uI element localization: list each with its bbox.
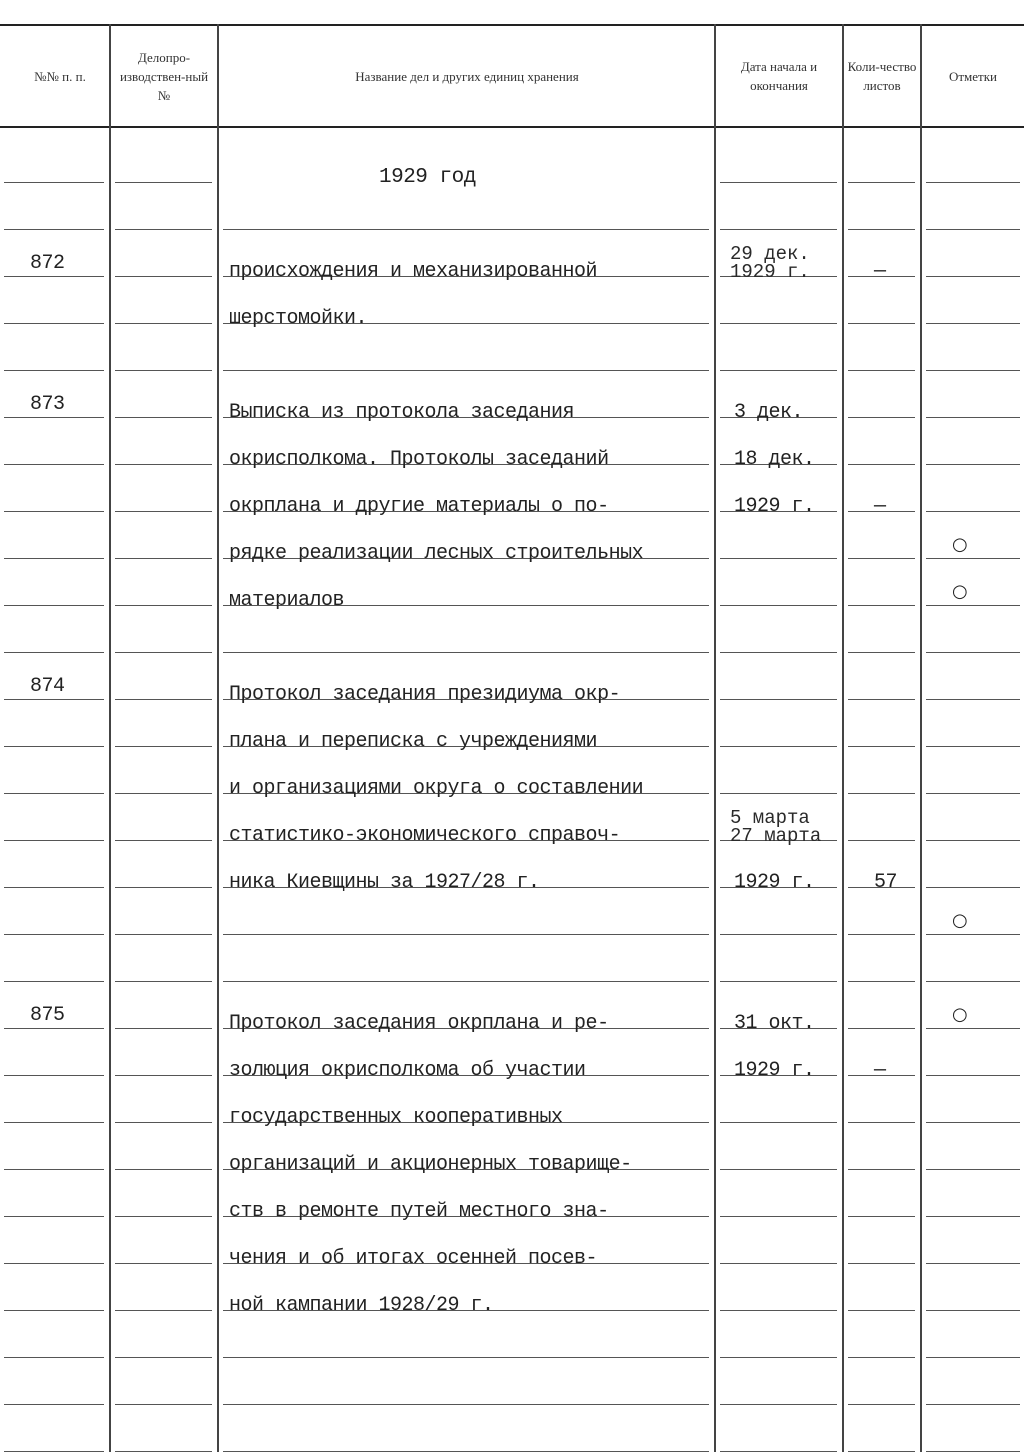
entry-title: рядке реализации лесных строительных — [229, 542, 644, 565]
entry-dates-cell — [716, 512, 841, 559]
entry-dates-cell — [716, 1029, 841, 1082]
entry-title-cell — [219, 653, 713, 706]
entry-title-cell — [219, 1311, 713, 1358]
entry-mark-cell — [922, 653, 1024, 700]
entry-dates-cell — [716, 1311, 841, 1358]
office-number-cell — [111, 935, 216, 982]
entry-number-cell — [0, 512, 108, 559]
entry-mark-cell — [922, 1264, 1024, 1311]
entry-sheets-cell — [844, 1170, 919, 1217]
entry-title-cell — [219, 841, 713, 894]
entry-dates-cell — [716, 794, 841, 847]
entry-dates: 31 окт. — [734, 1012, 815, 1035]
office-number-cell — [111, 606, 216, 653]
entry-number-cell — [0, 136, 108, 183]
entry-mark-cell — [922, 559, 1024, 606]
entry-sheets-cell — [844, 606, 919, 653]
entry-number-cell — [0, 1076, 108, 1123]
entry-dates-cell — [716, 183, 841, 230]
entry-title: организаций и акционерных товарище- — [229, 1153, 632, 1176]
date-line: 1929 г. — [730, 261, 810, 283]
entry-mark-cell — [922, 794, 1024, 841]
entry-dates-cell — [716, 700, 841, 747]
entry-title-cell — [219, 512, 713, 565]
entry-sheets-cell — [844, 183, 919, 230]
entry-title-cell — [219, 1123, 713, 1176]
entry-title: материалов — [229, 589, 345, 612]
entry-sheets-cell — [844, 1123, 919, 1170]
entry-title-cell — [219, 606, 713, 653]
entry-mark-cell — [922, 935, 1024, 982]
entry-title-cell — [219, 747, 713, 800]
entry-dates-cell — [716, 230, 841, 283]
entry-sheets-cell — [844, 1217, 919, 1264]
entry-number-cell — [0, 1264, 108, 1311]
entry-number-cell — [0, 230, 108, 277]
table-row — [0, 1076, 1024, 1129]
entry-dates-cell — [716, 653, 841, 700]
table-row — [0, 1029, 1024, 1082]
entry-number-cell — [0, 888, 108, 935]
entry-title-cell — [219, 559, 713, 612]
table-row — [0, 747, 1024, 800]
date-line: 5 марта — [730, 807, 810, 829]
entry-title-cell — [219, 183, 713, 230]
entry-number-cell — [0, 794, 108, 841]
table-row — [0, 606, 1024, 653]
entry-number-cell — [0, 1311, 108, 1358]
entry-title-cell — [219, 465, 713, 518]
entry-number-cell — [0, 324, 108, 371]
office-number-cell — [111, 324, 216, 371]
office-number-cell — [111, 1076, 216, 1123]
entry-dates-cell — [716, 559, 841, 606]
office-number-cell — [111, 559, 216, 606]
entry-dates-cell — [716, 1123, 841, 1170]
office-number-cell — [111, 1170, 216, 1217]
entry-sheets-cell — [844, 841, 919, 894]
table-row — [0, 888, 1024, 935]
office-number-cell — [111, 888, 216, 935]
entry-title-cell — [219, 1217, 713, 1270]
entry-sheets-cell — [844, 1358, 919, 1405]
entry-number-cell — [0, 277, 108, 324]
entry-dates-cell — [716, 277, 841, 324]
entry-title: ника Киевщины за 1927/28 г. — [229, 871, 540, 894]
entry-title-cell — [219, 371, 713, 424]
entry-sheets-cell — [844, 653, 919, 700]
entry-mark-cell — [922, 606, 1024, 653]
entry-dates-cell — [716, 606, 841, 653]
header-title: Название дел и других единиц хранения — [355, 68, 579, 84]
entry-number-cell — [0, 935, 108, 982]
entry-sheets-cell — [844, 982, 919, 1029]
entry-title-cell — [219, 230, 713, 283]
table-row — [0, 1358, 1024, 1405]
office-number-cell — [111, 747, 216, 794]
office-number-cell — [111, 136, 216, 183]
entry-title-cell — [219, 277, 713, 330]
entry-sheets-cell — [844, 1029, 919, 1082]
entry-number-cell — [0, 1358, 108, 1405]
entry-mark-cell — [922, 700, 1024, 747]
entry-dates-cell — [716, 841, 841, 894]
entry-dates-cell — [716, 935, 841, 982]
entry-title: окрплана и другие материалы о по- — [229, 495, 609, 518]
header-number: №№ п. п. — [34, 68, 86, 84]
entry-sheets-cell — [844, 935, 919, 982]
entry-number-cell — [0, 418, 108, 465]
office-number-cell — [111, 1217, 216, 1264]
office-number-cell — [111, 794, 216, 841]
circle-mark-icon: ○ — [952, 581, 968, 602]
office-number-cell — [111, 1264, 216, 1311]
table-row — [0, 1311, 1024, 1358]
entry-number: 873 — [30, 393, 65, 416]
entry-dates-cell — [716, 136, 841, 183]
table-row — [0, 841, 1024, 894]
entry-sheets: — — [874, 1059, 886, 1082]
office-number-cell — [111, 183, 216, 230]
office-number-cell — [111, 465, 216, 512]
circle-mark-icon: ○ — [952, 910, 968, 931]
entry-title: Выписка из протокола заседания — [229, 401, 575, 424]
entry-dates-cell — [716, 1264, 841, 1311]
table-row — [0, 1264, 1024, 1317]
entry-mark-cell — [922, 465, 1024, 512]
table-row — [0, 371, 1024, 424]
entry-number-cell — [0, 371, 108, 418]
entry-sheets-cell — [844, 277, 919, 324]
entry-mark-cell — [922, 324, 1024, 371]
entry-sheets-cell — [844, 418, 919, 465]
table-row — [0, 982, 1024, 1035]
entry-sheets-cell — [844, 888, 919, 935]
entry-number-cell — [0, 1217, 108, 1264]
year-heading: 1929 год — [379, 166, 476, 189]
date-line: 27 марта — [730, 825, 822, 847]
entry-sheets-cell — [844, 559, 919, 606]
entry-title: окрисполкома. Протоколы заседаний — [229, 448, 609, 471]
entry-sheets-cell — [844, 1076, 919, 1123]
entry-title-cell — [219, 1358, 713, 1405]
entry-sheets-cell — [844, 1264, 919, 1311]
entry-dates: 1929 г. — [734, 495, 815, 518]
entry-number-cell — [0, 465, 108, 512]
entry-title: Протокол заседания президиума окр- — [229, 683, 621, 706]
entry-mark-cell — [922, 747, 1024, 794]
office-number-cell — [111, 982, 216, 1029]
entry-title-cell — [219, 935, 713, 982]
entry-title-cell — [219, 418, 713, 471]
entry-mark-cell — [922, 1076, 1024, 1123]
entry-title-cell — [219, 794, 713, 847]
entry-mark-cell — [922, 1123, 1024, 1170]
table-row — [0, 136, 1024, 189]
entry-dates-cell — [716, 418, 841, 471]
table-row — [0, 700, 1024, 753]
table-row — [0, 324, 1024, 371]
entry-sheets-cell — [844, 1311, 919, 1358]
entry-dates: 1929 г. — [734, 1059, 815, 1082]
entry-mark-cell — [922, 1170, 1024, 1217]
entry-sheets-cell — [844, 230, 919, 283]
entry-mark-cell — [922, 1405, 1024, 1452]
entry-number-cell — [0, 1405, 108, 1452]
entry-dates-cell — [716, 888, 841, 935]
table-row — [0, 183, 1024, 230]
entry-title-cell — [219, 982, 713, 1035]
entry-dates-cell — [716, 371, 841, 424]
entry-dates-cell — [716, 1076, 841, 1123]
office-number-cell — [111, 1311, 216, 1358]
entry-title-cell — [219, 136, 713, 189]
office-number-cell — [111, 277, 216, 324]
entry-number-cell — [0, 700, 108, 747]
entry-mark-cell — [922, 230, 1024, 277]
entry-dates: 3 дек. — [734, 401, 804, 424]
entry-number-cell — [0, 559, 108, 606]
entry-number: 872 — [30, 252, 65, 275]
entry-number-cell — [0, 606, 108, 653]
table-row — [0, 935, 1024, 982]
table-row — [0, 512, 1024, 565]
entry-sheets-cell — [844, 512, 919, 559]
entry-dates-cell — [716, 747, 841, 794]
entry-number-cell — [0, 747, 108, 794]
entry-mark-cell — [922, 418, 1024, 465]
entry-dates-cell — [716, 1217, 841, 1264]
entry-title-cell — [219, 700, 713, 753]
entry-title: Протокол заседания окрплана и ре- — [229, 1012, 609, 1035]
table-row — [0, 653, 1024, 706]
entry-mark-cell — [922, 888, 1024, 935]
office-number-cell — [111, 418, 216, 465]
header-bottom-rule — [0, 126, 1024, 128]
entry-title-cell — [219, 1029, 713, 1082]
entry-title: происхождения и механизированной — [229, 260, 598, 283]
table-row — [0, 277, 1024, 330]
office-number-cell — [111, 1123, 216, 1170]
entry-dates-cell — [716, 1405, 841, 1452]
entry-dates-cell — [716, 465, 841, 518]
entry-sheets: — — [874, 495, 886, 518]
entry-mark-cell — [922, 277, 1024, 324]
office-number-cell — [111, 512, 216, 559]
circle-mark-icon: ○ — [952, 534, 968, 555]
entry-mark-cell — [922, 183, 1024, 230]
entry-title: шерстомойки. — [229, 307, 368, 330]
entry-mark-cell — [922, 1358, 1024, 1405]
entry-number-cell — [0, 982, 108, 1029]
table-row — [0, 794, 1024, 847]
entry-sheets-cell — [844, 700, 919, 747]
office-number-cell — [111, 653, 216, 700]
table-row — [0, 230, 1024, 283]
entry-dates-cell — [716, 324, 841, 371]
entry-number-cell — [0, 653, 108, 700]
entry-title: плана и переписка с учреждениями — [229, 730, 598, 753]
entry-mark-cell — [922, 1217, 1024, 1264]
entry-mark-cell — [922, 982, 1024, 1029]
office-number-cell — [111, 1029, 216, 1076]
office-number-cell — [111, 1405, 216, 1452]
entry-sheets-cell — [844, 794, 919, 841]
office-number-cell — [111, 371, 216, 418]
entry-dates: 18 дек. — [734, 448, 815, 471]
table-row — [0, 1405, 1024, 1452]
entry-sheets-cell — [844, 465, 919, 518]
entry-sheets: 57 — [874, 871, 898, 894]
entry-mark-cell — [922, 371, 1024, 418]
entry-number: 874 — [30, 675, 65, 698]
table-row — [0, 1170, 1024, 1223]
table-row — [0, 1123, 1024, 1176]
table-row — [0, 559, 1024, 612]
entry-sheets-cell — [844, 371, 919, 418]
table-row — [0, 1217, 1024, 1270]
entry-title: статистико-экономического справоч- — [229, 824, 621, 847]
date-line: 29 дек. — [730, 243, 810, 265]
entry-title: ств в ремонте путей местного зна- — [229, 1200, 609, 1223]
entry-number-cell — [0, 1029, 108, 1076]
table-row — [0, 465, 1024, 518]
entry-title: государственных кооперативных — [229, 1106, 563, 1129]
entry-title: ной кампании 1928/29 г. — [229, 1294, 494, 1317]
entry-title-cell — [219, 888, 713, 935]
header-dates: Дата начала и окончания — [740, 59, 818, 93]
entry-mark-cell — [922, 136, 1024, 183]
entry-mark-cell — [922, 841, 1024, 888]
entry-title-cell — [219, 1076, 713, 1129]
table-row — [0, 418, 1024, 471]
header-marks: Отметки — [948, 68, 998, 84]
date-range — [730, 245, 810, 281]
header-office-number: Делопро-изводствен-ный № — [119, 49, 209, 103]
entry-number-cell — [0, 183, 108, 230]
entry-title-cell — [219, 1405, 713, 1452]
entry-title: и организациями округа о составлении — [229, 777, 644, 800]
office-number-cell — [111, 1358, 216, 1405]
entry-title: золюция окрисполкома об участии — [229, 1059, 586, 1082]
entry-sheets-cell — [844, 136, 919, 183]
entry-sheets: — — [874, 260, 886, 283]
header-sheets: Коли-чество листов — [847, 59, 917, 93]
entry-dates-cell — [716, 982, 841, 1035]
entry-number-cell — [0, 841, 108, 888]
entry-dates-cell — [716, 1358, 841, 1405]
entry-sheets-cell — [844, 1405, 919, 1452]
circle-mark-icon: ○ — [952, 1004, 968, 1025]
entry-sheets-cell — [844, 324, 919, 371]
entry-mark-cell — [922, 1311, 1024, 1358]
entry-number-cell — [0, 1170, 108, 1217]
office-number-cell — [111, 841, 216, 888]
entry-title-cell — [219, 1264, 713, 1317]
header-top-rule — [0, 24, 1024, 26]
office-number-cell — [111, 700, 216, 747]
office-number-cell — [111, 230, 216, 277]
entry-sheets-cell — [844, 747, 919, 794]
entry-title: чения и об итогах осенней посев- — [229, 1247, 598, 1270]
date-range — [730, 809, 821, 845]
entry-number-cell — [0, 1123, 108, 1170]
entry-mark-cell — [922, 512, 1024, 559]
entry-dates-cell — [716, 1170, 841, 1217]
entry-title-cell — [219, 1170, 713, 1223]
entry-mark-cell — [922, 1029, 1024, 1076]
entry-title-cell — [219, 324, 713, 371]
entry-dates: 1929 г. — [734, 871, 815, 894]
entry-number: 875 — [30, 1004, 65, 1027]
